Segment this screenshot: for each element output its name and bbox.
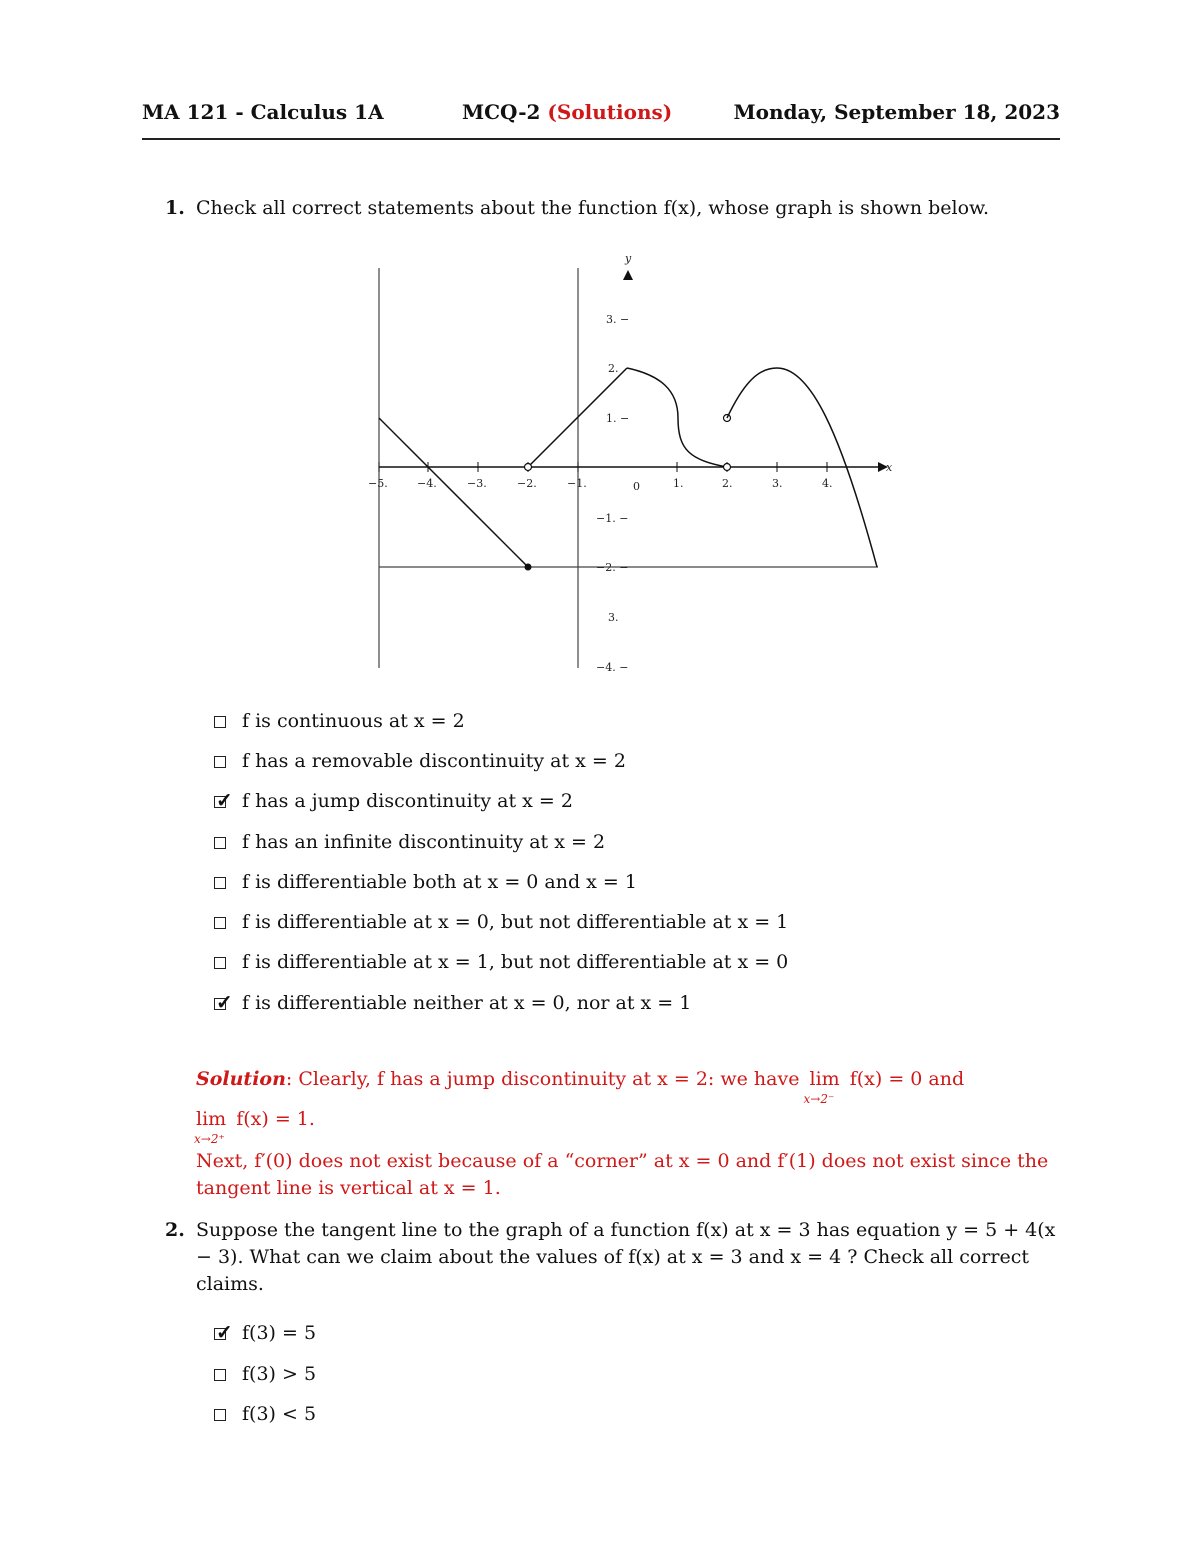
closed-point <box>525 564 532 571</box>
option-text: f has a removable discontinuity at x = 2 <box>242 750 626 772</box>
option-text: f(3) = 5 <box>242 1322 317 1344</box>
lim-subscript: x→2⁻ <box>803 1092 835 1106</box>
question-2-text: Suppose the tangent line to the graph of a function f(x) at x = 3 has equation y = 5 + 4(x − 3). What can we claim about the values of f(x) at x = 3 and x = 4 ? Check all correct claims. <box>196 1219 1056 1295</box>
quiz-name: MCQ-2 <box>462 100 541 124</box>
quiz-date: Monday, September 18, 2023 <box>733 100 1060 124</box>
solution-line-1 <box>196 1066 1056 1106</box>
option-text: f is differentiable both at x = 0 and x = 1 <box>242 871 637 893</box>
limit-right <box>194 1106 227 1146</box>
y-axis-label: y <box>625 252 632 265</box>
x-tick-label: 1. <box>673 477 684 490</box>
y-tick-label: 1. − <box>606 412 630 425</box>
x-axis-label: x <box>886 461 893 474</box>
y-tick-label: 3. <box>608 611 619 624</box>
question-1-number: 1. <box>165 197 185 219</box>
y-tick-labels <box>596 313 629 674</box>
x-tick-label: −4. <box>417 477 437 490</box>
solution-text-a: : Clearly, f has a jump discontinuity at x = 2: we have <box>285 1068 800 1090</box>
y-tick-label: 2. <box>608 362 619 375</box>
x-tick-labels <box>368 477 833 493</box>
y-tick-label: −4. − <box>596 661 629 674</box>
option-text: f is differentiable neither at x = 0, nor at x = 1 <box>242 992 692 1014</box>
open-point <box>724 464 731 471</box>
checkbox[interactable] <box>214 1369 226 1381</box>
limit-left <box>803 1066 840 1106</box>
solution-text-b: f(x) = 0 and <box>849 1068 965 1090</box>
x-tick-label: 3. <box>772 477 783 490</box>
check-mark-icon: ✓ <box>216 990 233 1014</box>
option-text: f is differentiable at x = 0, but not differentiable at x = 1 <box>242 911 789 933</box>
quiz-title <box>462 100 672 124</box>
option-text: f(3) > 5 <box>242 1363 317 1385</box>
x-tick-label: −3. <box>467 477 487 490</box>
checkbox-checked[interactable] <box>214 788 233 812</box>
option-text: f has an infinite discontinuity at x = 2 <box>242 831 606 853</box>
lim-word: lim <box>196 1108 227 1130</box>
y-tick-label: 3. − <box>606 313 630 326</box>
solution-text-c: f(x) = 1. <box>236 1108 315 1130</box>
checkbox[interactable] <box>214 756 226 768</box>
solution-line-2 <box>196 1106 1056 1148</box>
checkbox[interactable] <box>214 877 226 889</box>
question-2-number: 2. <box>165 1219 185 1241</box>
curve-segment-1 <box>379 418 528 567</box>
x-tick-label: −2. <box>517 477 537 490</box>
checkbox-checked[interactable] <box>214 1320 233 1344</box>
solution-line-3: Next, f′(0) does not exist because of a “corner” at x = 0 and f′(1) does not exist since the tangent line is vertical at x = 1. <box>196 1150 1049 1199</box>
header-rule <box>142 138 1060 140</box>
y-axis-arrow <box>623 270 633 280</box>
check-mark-icon: ✓ <box>216 788 233 812</box>
curve-segment-3 <box>627 368 727 467</box>
option-text: f has a jump discontinuity at x = 2 <box>242 790 573 812</box>
option-text: f is continuous at x = 2 <box>242 710 465 732</box>
question-1-text: Check all correct statements about the function f(x), whose graph is shown below. <box>196 197 990 219</box>
page-header <box>142 100 1060 130</box>
checkbox[interactable] <box>214 957 226 969</box>
x-tick-label: 4. <box>822 477 833 490</box>
function-graph <box>360 250 900 680</box>
option-text: f is differentiable at x = 1, but not differentiable at x = 0 <box>242 951 789 973</box>
check-mark-icon: ✓ <box>216 1320 233 1344</box>
solutions-tag: (Solutions) <box>547 100 673 124</box>
checkbox[interactable] <box>214 716 226 728</box>
x-tick-label: −5. <box>368 477 388 490</box>
x-tick-label: 2. <box>722 477 733 490</box>
lim-subscript: x→2⁺ <box>194 1132 225 1146</box>
solution-block <box>196 1066 1056 1202</box>
x-tick-label: 0 <box>633 480 640 493</box>
solution-label: Solution <box>196 1068 286 1090</box>
y-tick-label: −1. − <box>596 512 629 525</box>
checkbox-checked[interactable] <box>214 990 233 1014</box>
y-tick-label: −2. − <box>596 561 629 574</box>
checkbox[interactable] <box>214 837 226 849</box>
checkbox[interactable] <box>214 1409 226 1421</box>
x-tick-label: −1. <box>567 477 587 490</box>
checkbox[interactable] <box>214 917 226 929</box>
lim-word: lim <box>809 1068 840 1090</box>
option-text: f(3) < 5 <box>242 1403 317 1425</box>
open-point <box>525 464 532 471</box>
course-title: MA 121 - Calculus 1A <box>142 100 384 124</box>
